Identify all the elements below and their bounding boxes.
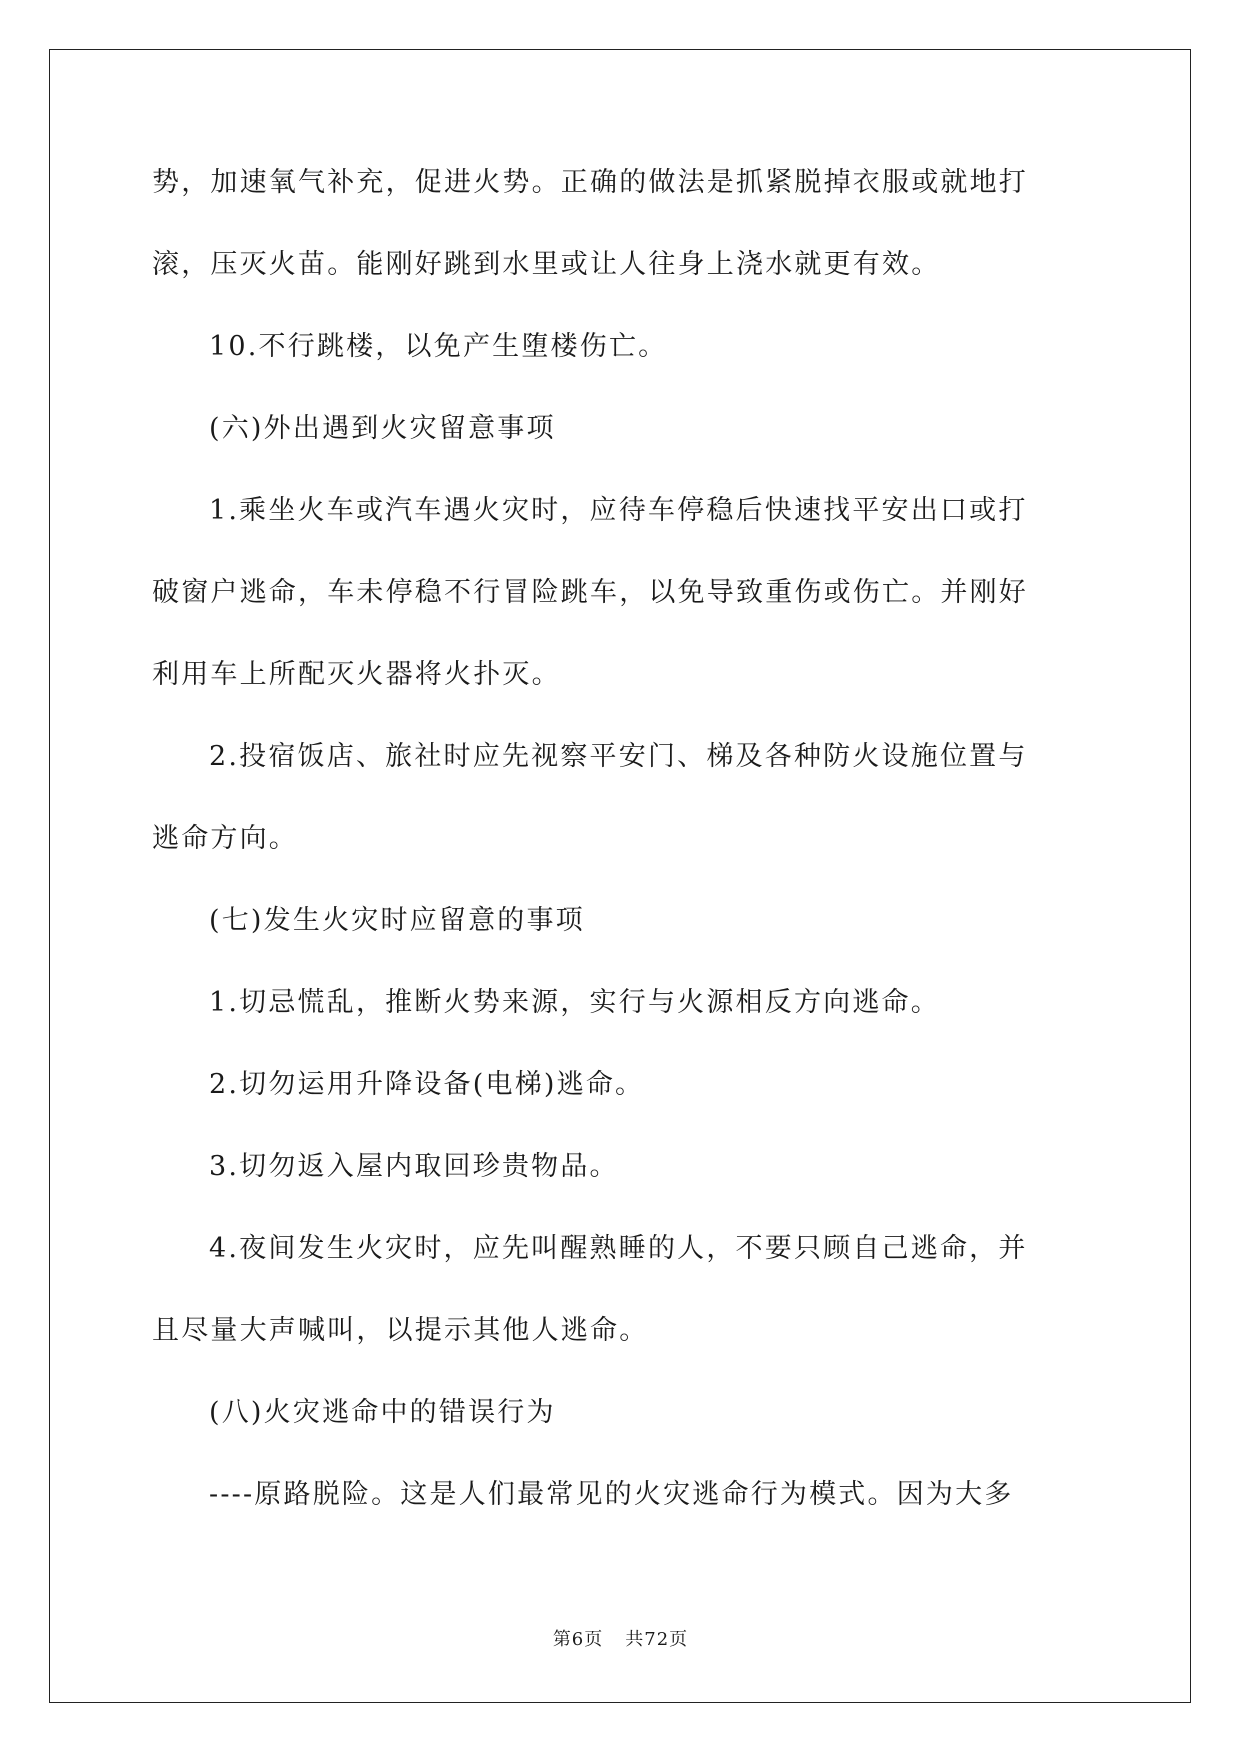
paragraph-line: 2.切勿运用升降设备(电梯)逃命。 (209, 1069, 645, 1100)
page-number: 第6页 (552, 1629, 604, 1650)
paragraph-line: 破窗户逃命，车未停稳不行冒险跳车，以免导致重伤或伤亡。并刚好 (152, 577, 1028, 608)
page-border (49, 49, 1191, 1703)
paragraph-line: 10.不行跳楼，以免产生堕楼伤亡。 (209, 331, 668, 362)
section-heading: (六)外出遇到火灾留意事项 (209, 413, 556, 444)
paragraph-line: 3.切勿返入屋内取回珍贵物品。 (209, 1151, 619, 1182)
paragraph-line: ----原路脱险。这是人们最常见的火灾逃命行为模式。因为大多 (209, 1479, 1014, 1510)
paragraph-line: 1.乘坐火车或汽车遇火灾时，应待车停稳后快速找平安出口或打 (209, 495, 1028, 526)
paragraph-line: 逃命方向。 (152, 823, 298, 854)
paragraph-line: 滚，压灭火苗。能刚好跳到水里或让人往身上浇水就更有效。 (152, 249, 941, 280)
paragraph-line: 势，加速氧气补充，促进火势。正确的做法是抓紧脱掉衣服或就地打 (152, 167, 1028, 198)
paragraph-line: 2.投宿饭店、旅社时应先视察平安门、梯及各种防火设施位置与 (209, 741, 1028, 772)
section-heading: (八)火灾逃命中的错误行为 (209, 1397, 556, 1428)
paragraph-line: 且尽量大声喊叫，以提示其他人逃命。 (152, 1315, 649, 1346)
section-heading: (七)发生火灾时应留意的事项 (209, 905, 585, 936)
paragraph-line: 4.夜间发生火灾时，应先叫醒熟睡的人，不要只顾自己逃命，并 (209, 1233, 1028, 1264)
paragraph-line: 利用车上所配灭火器将火扑灭。 (152, 659, 561, 690)
page-footer (0, 1625, 1241, 1651)
paragraph-line: 1.切忌慌乱，推断火势来源，实行与火源相反方向逃命。 (209, 987, 940, 1018)
page-total: 共72页 (625, 1629, 689, 1650)
